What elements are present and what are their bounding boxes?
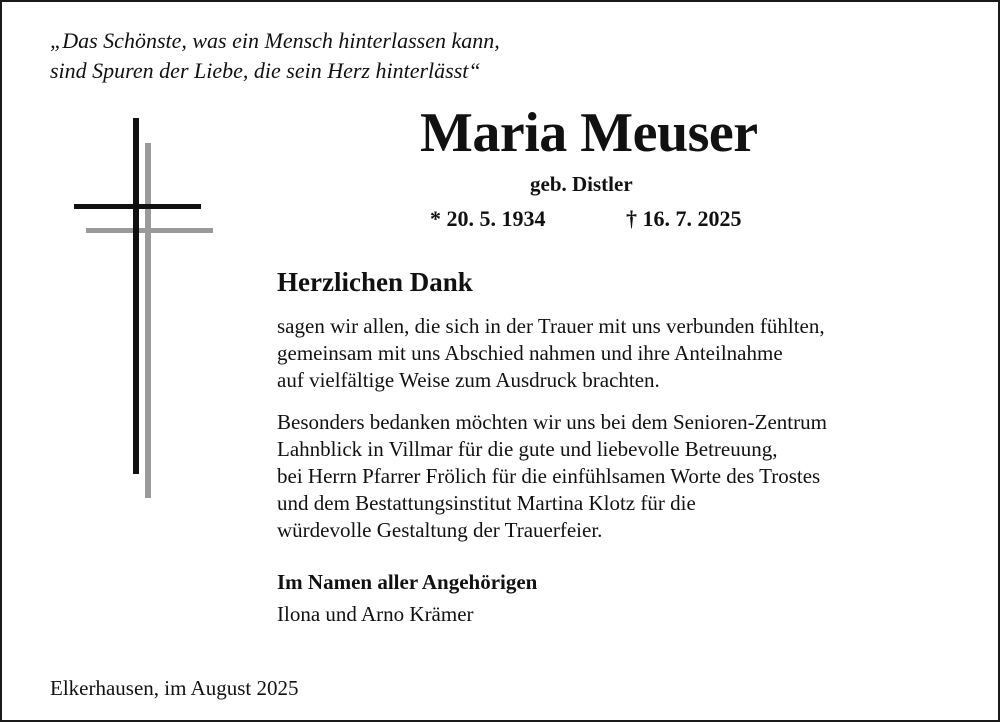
birth-date: * 20. 5. 1934 <box>430 206 546 231</box>
cross-front-vertical <box>133 118 139 474</box>
text-line: und dem Bestattungsinstitut Martina Klotz für die <box>277 491 696 515</box>
text-line: würdevolle Gestaltung der Trauerfeier. <box>277 518 603 542</box>
deceased-name: Maria Meuser <box>420 102 758 164</box>
thanks-paragraph-1 <box>277 313 825 394</box>
thanks-heading: Herzlichen Dank <box>277 267 473 297</box>
thanks-paragraph-2 <box>277 409 827 544</box>
quote-line-2: sind Spuren der Liebe, die sein Herz hinterlässt“ <box>50 58 481 83</box>
text-line: Lahnblick in Villmar für die gute und liebevolle Betreuung, <box>277 437 778 461</box>
text-line: auf vielfältige Weise zum Ausdruck brachten. <box>277 368 660 392</box>
text-line: Besonders bedanken möchten wir uns bei dem Senioren-Zentrum <box>277 410 827 434</box>
place-and-date: Elkerhausen, im August 2025 <box>50 676 299 700</box>
cross-back-horizontal <box>86 228 213 233</box>
text-line: bei Herrn Pfarrer Frölich für die einfühlsamen Worte des Trostes <box>277 464 821 488</box>
quote-line-1: „Das Schönste, was ein Mensch hinterlassen kann, <box>50 28 500 53</box>
death-date: † 16. 7. 2025 <box>626 206 742 231</box>
signature-on-behalf: Im Namen aller Angehörigen <box>277 570 538 594</box>
cross-back-vertical <box>145 143 151 498</box>
maiden-name: geb. Distler <box>530 172 633 196</box>
cross-icon <box>2 2 242 522</box>
signature-names: Ilona und Arno Krämer <box>277 602 474 626</box>
cross-front-horizontal <box>74 204 201 209</box>
text-line: gemeinsam mit uns Abschied nahmen und ihre Anteilnahme <box>277 341 783 365</box>
text-line: sagen wir allen, die sich in der Trauer mit uns verbunden fühlten, <box>277 314 825 338</box>
